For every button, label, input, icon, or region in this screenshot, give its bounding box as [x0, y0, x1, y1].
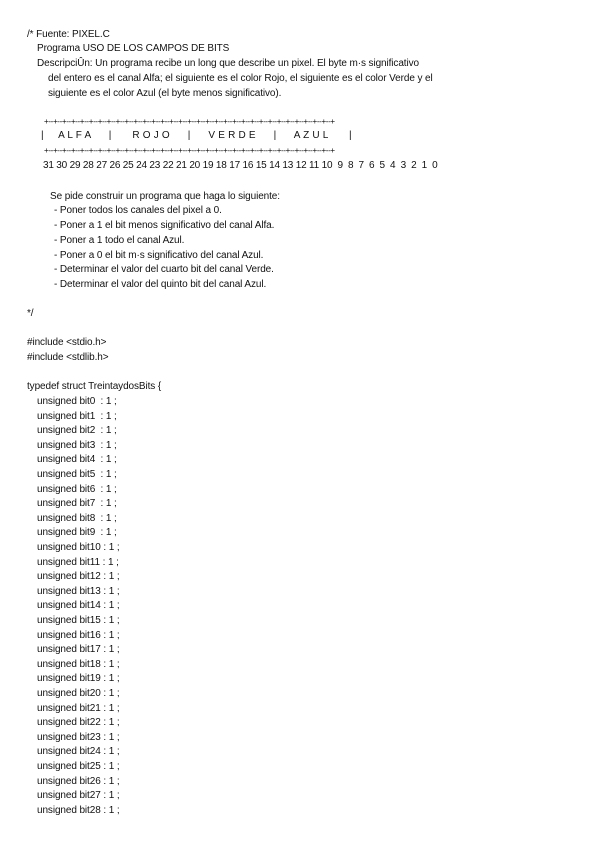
task-item: - Determinar el valor del cuarto bit del canal Verde.: [54, 264, 274, 275]
task-item: - Poner a 0 el bit m·s significativo del canal Azul.: [54, 250, 264, 261]
struct-field-line: unsigned bit18 : 1 ;: [37, 658, 120, 670]
struct-field-line: unsigned bit16 : 1 ;: [37, 629, 120, 641]
struct-field-line: unsigned bit25 : 1 ;: [37, 761, 120, 772]
struct-field-line: unsigned bit9 : 1 ;: [37, 527, 117, 539]
struct-field-line: unsigned bit3 : 1 ;: [37, 439, 117, 451]
struct-field-line: unsigned bit28 : 1 ;: [37, 804, 120, 816]
struct-field-line: unsigned bit4 : 1 ;: [37, 454, 117, 466]
source-line: /* Fuente: PIXEL.C: [27, 29, 110, 40]
struct-field-line: unsigned bit14 : 1 ;: [37, 600, 120, 612]
task-item: - Poner a 1 el bit menos significativo del canal Alfa.: [54, 220, 275, 231]
diagram-bit-numbers: 31 30 29 28 27 26 25 24 23 22 21 20 19 18 17 16 15 14 13 12 11 10 9 8 7 6 5 4 3 2 1 0: [43, 160, 438, 171]
struct-field-line: unsigned bit27 : 1 ;: [37, 790, 120, 802]
task-item: - Poner todos los canales del pixel a 0.: [54, 205, 222, 216]
struct-field-line: unsigned bit22 : 1 ;: [37, 717, 120, 729]
struct-field-line: unsigned bit8 : 1 ;: [37, 512, 117, 524]
include-line: #include <stdlib.h>: [27, 352, 109, 363]
include-line: #include <stdio.h>: [27, 337, 107, 348]
struct-field-line: unsigned bit7 : 1 ;: [37, 498, 117, 510]
comment-end: */: [27, 308, 34, 319]
struct-field-line: unsigned bit1 : 1 ;: [37, 410, 117, 422]
diagram-border-bottom: +--+--+--+--+--+--+--+--+--+--+--+--+--+--+--+--+--+--+--+--+--+--+--+--+--+--+--+--+--+--+--+--+: [44, 146, 335, 155]
struct-field-line: unsigned bit0 : 1 ;: [37, 396, 117, 407]
tasks-intro: Se pide construir un programa que haga lo siguiente:: [50, 191, 280, 202]
task-item: - Poner a 1 todo el canal Azul.: [54, 235, 185, 246]
struct-field-line: unsigned bit26 : 1 ;: [37, 775, 120, 787]
program-title-line: Programa USO DE LOS CAMPOS DE BITS: [37, 43, 230, 54]
description-line: siguiente es el color Azul (el byte menos significativo).: [48, 88, 282, 99]
description-line: del entero es el canal Alfa; el siguiente es el color Rojo, el siguiente es el color Verde y el: [48, 73, 433, 84]
struct-field-line: unsigned bit15 : 1 ;: [37, 615, 120, 626]
struct-field-line: unsigned bit13 : 1 ;: [37, 585, 120, 597]
struct-field-line: unsigned bit5 : 1 ;: [37, 469, 117, 480]
struct-field-line: unsigned bit20 : 1 ;: [37, 688, 120, 699]
struct-field-line: unsigned bit10 : 1 ;: [37, 542, 120, 553]
struct-field-line: unsigned bit24 : 1 ;: [37, 746, 120, 758]
typedef-line: typedef struct TreintaydosBits {: [27, 381, 162, 392]
struct-field-line: unsigned bit11 : 1 ;: [37, 556, 119, 568]
diagram-border-top: +--+--+--+--+--+--+--+--+--+--+--+--+--+--+--+--+--+--+--+--+--+--+--+--+--+--+--+--+--+--+--+--+: [44, 117, 335, 126]
struct-field-line: unsigned bit6 : 1 ;: [37, 483, 117, 495]
diagram-channel-labels: | A L F A | R O J O | V E R D E | A Z U L |: [41, 130, 352, 141]
description-line: DescripciÛn: Un programa recibe un long que describe un pixel. El byte m·s significativo: [37, 58, 419, 69]
struct-field-line: unsigned bit23 : 1 ;: [37, 731, 120, 743]
struct-field-line: unsigned bit12 : 1 ;: [37, 571, 120, 583]
struct-field-line: unsigned bit17 : 1 ;: [37, 644, 120, 656]
task-item: - Determinar el valor del quinto bit del canal Azul.: [54, 279, 267, 290]
struct-field-line: unsigned bit2 : 1 ;: [37, 425, 117, 437]
struct-field-line: unsigned bit21 : 1 ;: [37, 702, 120, 714]
struct-field-line: unsigned bit19 : 1 ;: [37, 673, 120, 685]
